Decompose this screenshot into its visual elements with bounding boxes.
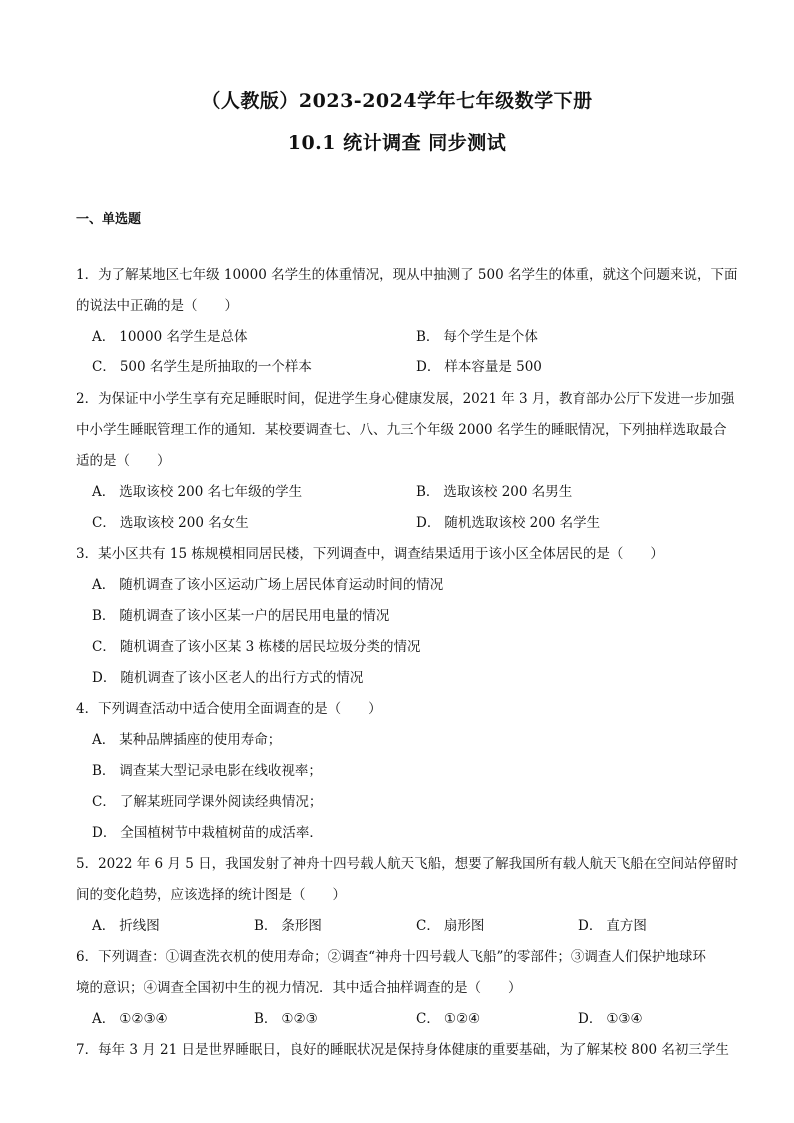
question-5-option-a: A． 折线图	[92, 918, 160, 934]
question-5-line-1: 5．2022 年 6 月 5 日，我国发射了神舟十四号载人航天飞船，想要了解我国所有载人航天飞船在空间站停留时	[76, 856, 739, 872]
question-3-option-d: D． 随机调查了该小区老人的出行方式的情况	[92, 670, 364, 686]
document-title: （人教版）2023-2024学年七年级数学下册	[201, 90, 593, 112]
question-1-line-1: 1．为了解某地区七年级 10000 名学生的体重情况，现从中抽测了 500 名学生的体重，就这个问题来说，下面	[76, 267, 738, 283]
section-heading: 一、单选题	[76, 212, 142, 227]
question-6-option-a: A． ①②③④	[92, 1011, 168, 1027]
question-2-option-c: C． 选取该校 200 名女生	[92, 515, 249, 531]
question-6-line-1: 6．下列调查：①调查洗衣机的使用寿命；②调查“神舟十四号载人飞船”的零部件；③调查人们保护地球环	[76, 949, 706, 965]
question-1-option-c: C． 500 名学生是所抽取的一个样本	[92, 359, 312, 375]
question-3-option-b: B． 随机调查了该小区某一户的居民用电量的情况	[92, 608, 390, 624]
question-3-option-a: A． 随机调查了该小区运动广场上居民体育运动时间的情况	[92, 577, 444, 593]
question-6-option-b: B． ①②③	[254, 1011, 318, 1027]
question-2-option-d: D． 随机选取该校 200 名学生	[416, 515, 601, 531]
question-3-option-c: C． 随机调查了该小区某 3 栋楼的居民垃圾分类的情况	[92, 639, 421, 655]
question-6-option-d: D． ①③④	[578, 1011, 643, 1027]
question-2-line-3: 适的是（ ）	[76, 453, 171, 469]
question-5-option-c: C． 扇形图	[416, 918, 485, 934]
question-7-line-1: 7．每年 3 月 21 日是世界睡眠日，良好的睡眠状况是保持身体健康的重要基础，为了解某校 800 名初三学生	[76, 1042, 729, 1058]
question-6-option-c: C． ①②④	[416, 1011, 481, 1027]
question-1-option-b: B． 每个学生是个体	[416, 329, 538, 345]
question-2-option-a: A． 选取该校 200 名七年级的学生	[92, 484, 303, 500]
question-4-option-a: A． 某种品牌插座的使用寿命；	[92, 732, 282, 748]
question-2-line-2: 中小学生睡眠管理工作的通知．某校要调查七、八、九三个年级 2000 名学生的睡眠情况，下列抽样选取最合	[76, 422, 727, 438]
question-4-option-d: D． 全国植树节中栽植树苗的成活率．	[92, 825, 323, 841]
question-1-option-a: A． 10000 名学生是总体	[92, 329, 248, 345]
document-subtitle: 10.1 统计调查 同步测试	[287, 132, 507, 154]
question-4-option-c: C． 了解某班同学课外阅读经典情况；	[92, 794, 323, 810]
question-1-option-d: D． 样本容量是 500	[416, 359, 542, 375]
question-1-line-2: 的说法中正确的是（ ）	[76, 298, 238, 314]
question-4-line-1: 4．下列调查活动中适合使用全面调查的是（ ）	[76, 701, 382, 717]
question-5-option-b: B． 条形图	[254, 918, 322, 934]
question-2-option-b: B． 选取该校 200 名男生	[416, 484, 573, 500]
question-2-line-1: 2．为保证中小学生享有充足睡眠时间，促进学生身心健康发展，2021 年 3 月，教育部办公厅下发进一步加强	[76, 391, 735, 407]
question-4-option-b: B． 调查某大型记录电影在线收视率；	[92, 763, 322, 779]
question-5-line-2: 间的变化趋势，应该选择的统计图是（ ）	[76, 887, 346, 903]
question-5-option-d: D． 直方图	[578, 918, 647, 934]
question-3-line-1: 3．某小区共有 15 栋规模相同居民楼，下列调查中，调查结果适用于该小区全体居民的是（ ）	[76, 546, 664, 562]
question-6-line-2: 境的意识；④调查全国初中生的视力情况．其中适合抽样调查的是（ ）	[76, 980, 522, 996]
